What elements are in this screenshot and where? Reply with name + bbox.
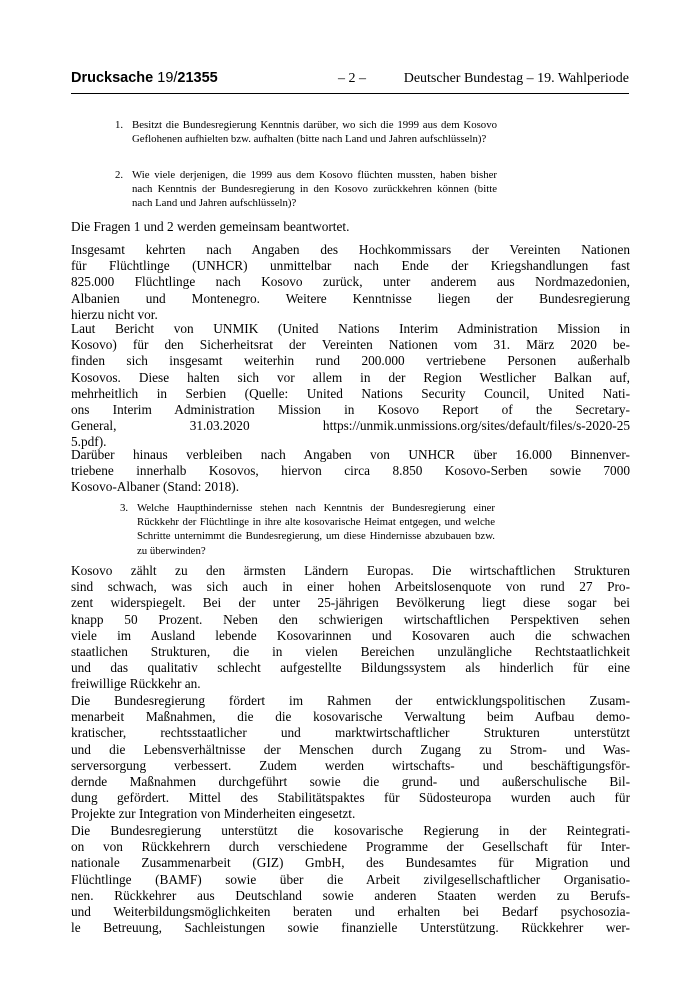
question-1 xyxy=(115,118,497,146)
paragraph-line: Kosovo) für den Sicherheitsrat der Vereinten Nationen vom 31. März 2020 be- xyxy=(71,337,630,353)
page-header xyxy=(71,70,629,92)
paragraph-line: dernde Maßnahmen durchgeführt sowie die grund- und außerschulische Bil- xyxy=(71,774,630,790)
paragraph-line: serversorgung verbessert. Zudem werden wirtschafts- und beschäftigungsför- xyxy=(71,757,630,773)
paragraph-line: Albanien und Montenegro. Weitere Kenntnisse liegen der Bundesregierung xyxy=(71,290,630,306)
paragraph-line: staatlichen Strukturen, die in vielen Bereichen unzulängliche Rechtstaatlichkeit xyxy=(71,644,630,660)
paragraph-line: Kosovos. Diese halten sich vor allem in der Region Westlicher Balkan auf, xyxy=(71,369,630,385)
paragraph-line: Kosovo zählt zu den ärmsten Ländern Europas. Die wirtschaftlichen Strukturen xyxy=(71,563,630,578)
answer-paragraph xyxy=(71,563,630,693)
paragraph-line: Laut Bericht von UNMIK (United Nations Interim Administration Mission in xyxy=(71,321,630,336)
paragraph-line: und Weiterbildungsmöglichkeiten beraten und erhalten bei Bedarf psychosozia- xyxy=(71,904,630,920)
paragraph-line: zent widerspiegelt. Bei der unter 25-jährigen Bevölkerung liegt diese sogar bei xyxy=(71,595,630,611)
paragraph-line: kratischer, rechtsstaatlicher und marktwirtschaftlicher Strukturen unterstützt xyxy=(71,725,630,741)
question-text: Wie viele derjenigen, die 1999 aus dem Kosovo flüchten mussten, haben bisher nach Kenntnis der Bundesregierung in den Kosovo zurückkehren können (bitte nach Land und Jahren aufschlüsseln)? xyxy=(132,169,497,210)
paragraph-line: freiwillige Rückkehr an. xyxy=(71,676,201,692)
paragraph-line: Die Bundesregierung fördert im Rahmen der entwicklungspolitischen Zusam- xyxy=(71,693,630,708)
paragraph-line: ons Interim Administration Mission in Kosovo Report of the Secretary- xyxy=(71,402,630,418)
question-text: Welche Haupthindernisse stehen nach Kenntnis der Bundesregierung einer Rückkehr der Flüchtlinge in ihre alte kosovarische Heimat entgegen, und welche Schritte unternimmt die Bundesregierung, um diese Hindernisse abzubauen bzw. zu überwinden? xyxy=(137,502,495,557)
paragraph-line: Kosovo-Albaner (Stand: 2018). xyxy=(71,479,240,495)
paragraph-line: le Betreuung, Sachleistungen sowie finanzielle Unterstützung. Rückkehrer wer- xyxy=(71,920,630,936)
paragraph-line: Die Fragen 1 und 2 werden gemeinsam beantwortet. xyxy=(71,219,350,234)
paragraph-line: nationale Zusammenarbeit (GIZ) GmbH, des Bundesamtes für Migration und xyxy=(71,855,630,871)
answer-paragraph xyxy=(71,447,630,496)
header-title: Deutscher Bundestag – 19. Wahlperiode xyxy=(403,71,629,86)
answer-paragraph xyxy=(71,242,630,323)
question-3 xyxy=(120,501,495,558)
paragraph-line: mehrheitlich in Serbien (Quelle: United Nations Security Council, United Nati- xyxy=(71,385,630,401)
paragraph-line: on von Rückkehrern durch verschiedene Programme der Gesellschaft für Inter- xyxy=(71,839,630,855)
paragraph-line: für Flüchtlinge (UNHCR) unmittelbar nach Ende der Kriegshandlungen fast xyxy=(71,258,630,274)
question-2 xyxy=(115,168,497,211)
paragraph-line: 5.pdf). xyxy=(71,434,107,450)
question-number: 1. xyxy=(115,119,124,131)
paragraph-line: dung gefördert. Mittel des Stabilitätspaktes für Südosteuropa wurden auch für xyxy=(71,790,630,806)
paragraph-line: General, 31.03.2020 https://unmik.unmissions.org/sites/default/files/s-2020-25 xyxy=(71,418,630,434)
paragraph-line: hierzu nicht vor. xyxy=(71,306,158,322)
paragraph-line: und das qualitativ schlecht aufgestellte Bildungssystem als hinderlich für eine xyxy=(71,660,630,676)
paragraph-line: viele im Ausland lebende Kosovarinnen und Kosovaren auch die schwachen xyxy=(71,627,630,643)
paragraph-line: Die Bundesregierung unterstützt die kosovarische Regierung in der Reintegrati- xyxy=(71,823,630,838)
answer-paragraph xyxy=(71,693,630,823)
paragraph-line: Projekte zur Integration von Minderheiten eingesetzt. xyxy=(71,806,356,822)
paragraph-line: menarbeit Maßnahmen, die die kosovarische Verwaltung beim Aufbau demo- xyxy=(71,709,630,725)
paragraph-line: 825.000 Flüchtlinge nach Kosovo zurück, unter anderem aus Nordmazedonien, xyxy=(71,274,630,290)
question-text: Besitzt die Bundesregierung Kenntnis darüber, wo sich die 1999 aus dem Kosovo Geflohenen aufhielten bzw. aufhalten (bitte nach Land und Jahren aufschlüsseln)? xyxy=(132,119,497,146)
drucksache-number: Drucksache 19/21355 xyxy=(71,70,218,86)
paragraph-line: und die Lebensverhältnisse der Menschen durch Zugang zu Strom- und Was- xyxy=(71,741,630,757)
question-number: 2. xyxy=(115,169,124,181)
paragraph-line: nen. Rückkehrer aus Deutschland sowie anderen Staaten werden zu Berufs- xyxy=(71,887,630,903)
answer-paragraph xyxy=(71,321,630,451)
paragraph-line: Flüchtlinge (BAMF) sowie über die Arbeit zivilgesellschaftlicher Organisatio- xyxy=(71,871,630,887)
paragraph-line: finden sich insgesamt weiterhin rund 200.000 vertriebene Personen außerhalb xyxy=(71,353,630,369)
paragraph-line: sind schwach, was sich auch in einer hohen Arbeitslosenquote von rund 27 Pro- xyxy=(71,579,630,595)
paragraph-line: Darüber hinaus verbleiben nach Angaben von UNHCR über 16.000 Binnenver- xyxy=(71,447,630,462)
paragraph-line: triebene innerhalb Kosovos, hiervon circa 8.850 Kosovo-Serben sowie 7000 xyxy=(71,463,630,479)
answer-paragraph xyxy=(71,823,630,936)
header-rule xyxy=(71,93,629,94)
paragraph-line: knapp 50 Prozent. Neben den schwierigen wirtschaftlichen Perspektiven sehen xyxy=(71,611,630,627)
answer-intro xyxy=(71,219,630,235)
page-number: – 2 – xyxy=(338,71,366,86)
question-number: 3. xyxy=(120,502,129,514)
paragraph-line: Insgesamt kehrten nach Angaben des Hochkommissars der Vereinten Nationen xyxy=(71,242,630,257)
